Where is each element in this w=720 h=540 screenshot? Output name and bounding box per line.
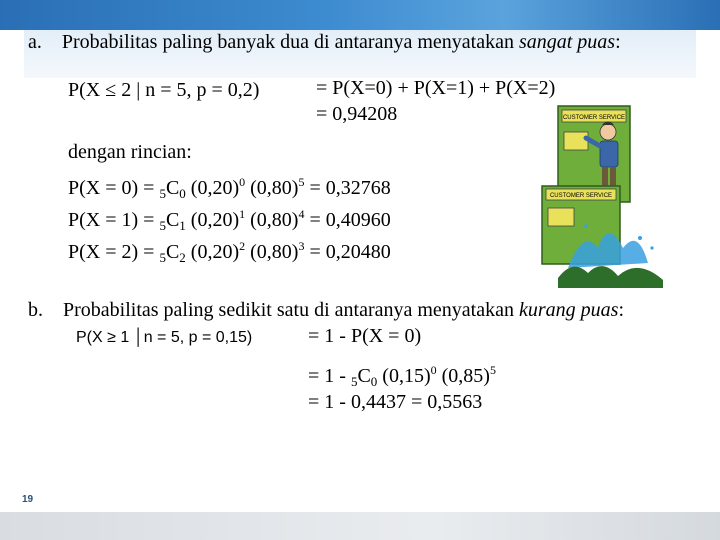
row2-a: (0,20) <box>185 241 240 263</box>
eq2-k: 0 <box>370 374 378 389</box>
row1-ea: 1 <box>239 207 246 221</box>
row2-ea: 2 <box>239 239 246 253</box>
part-b-condition: P(X ≥ 1 │n = 5, p = 0,15) <box>76 329 253 346</box>
grass <box>558 266 663 288</box>
row1-b: (0,80) <box>245 209 299 231</box>
row2-b: (0,80) <box>245 241 299 263</box>
front-window <box>548 208 574 226</box>
part-b-label: b. <box>28 299 43 321</box>
row0-res: = 0,32768 <box>304 177 391 199</box>
front-sign-text: CUSTOMER SERVICE <box>549 193 613 199</box>
part-a-heading-em: sangat puas <box>518 31 616 53</box>
eq2-eb: 0 <box>430 363 437 377</box>
row0-lhs: P(X = 0) = <box>68 177 160 199</box>
row1-k: 1 <box>179 218 186 233</box>
part-b-eq2 <box>308 358 496 394</box>
water-drop <box>650 246 653 249</box>
man-shirt <box>600 141 618 167</box>
part-a-row-2 <box>68 234 391 270</box>
row2-lhs: P(X = 2) = <box>68 241 160 263</box>
part-b-eq3: = 1 - 0,4437 = 0,5563 <box>308 391 483 413</box>
row0-k: 0 <box>179 186 186 201</box>
part-a-row-1 <box>68 202 391 238</box>
water-drop <box>584 224 588 228</box>
part-b-heading <box>28 298 624 322</box>
man-head <box>600 124 616 140</box>
part-b-heading-em: kurang puas <box>519 299 619 321</box>
row0-eb: 5 <box>298 175 305 189</box>
part-b-eq1: = 1 - P(X = 0) <box>308 325 422 347</box>
row1-lhs: P(X = 1) = <box>68 209 160 231</box>
eq2-c2: (0,85) <box>436 365 490 387</box>
row0-ea: 0 <box>239 175 246 189</box>
row1-a: (0,20) <box>185 209 240 231</box>
row0-c: C <box>165 177 180 199</box>
row2-res: = 0,20480 <box>304 241 391 263</box>
eq2-a: = 1 - <box>308 365 351 387</box>
row1-res: = 0,40960 <box>304 209 391 231</box>
row2-c: C <box>165 241 180 263</box>
part-b-heading-text: Probabilitas paling sedikit satu di antaranya menyatakan <box>63 299 514 321</box>
part-a-heading <box>28 30 621 54</box>
water-drop <box>638 236 642 240</box>
part-a-eq2: = 0,94208 <box>316 103 398 125</box>
part-a-detail-label: dengan rincian: <box>68 141 192 163</box>
eq2-ec: 5 <box>489 363 496 377</box>
part-a-heading-colon: : <box>615 31 621 53</box>
page-number: 19 <box>22 494 34 505</box>
row0-b: (0,80) <box>245 177 299 199</box>
part-a-heading-text: Probabilitas paling banyak dua di antaranya menyatakan <box>61 31 514 53</box>
row1-pre: 5 <box>159 218 166 233</box>
row0-pre: 5 <box>159 186 166 201</box>
part-b-heading-colon: : <box>618 299 625 321</box>
row2-pre: 5 <box>159 250 166 265</box>
part-a-row-0 <box>68 170 391 206</box>
part-a-eq1: = P(X=0) + P(X=1) + P(X=2) <box>316 77 556 99</box>
row2-k: 2 <box>179 250 186 265</box>
row1-eb: 4 <box>298 207 305 221</box>
back-window <box>564 132 588 150</box>
part-a-label: a. <box>28 31 42 53</box>
row2-eb: 3 <box>298 239 305 253</box>
eq2-c: C <box>357 365 371 387</box>
customer-service-cartoon <box>528 98 678 288</box>
row1-c: C <box>165 209 180 231</box>
eq2-pre: 5 <box>350 374 358 389</box>
eq2-b: (0,15) <box>377 365 431 387</box>
back-sign-text: CUSTOMER SERVICE <box>562 115 626 121</box>
part-a-condition: P(X ≤ 2 | n = 5, p = 0,2) <box>68 79 260 101</box>
row0-a: (0,20) <box>185 177 240 199</box>
